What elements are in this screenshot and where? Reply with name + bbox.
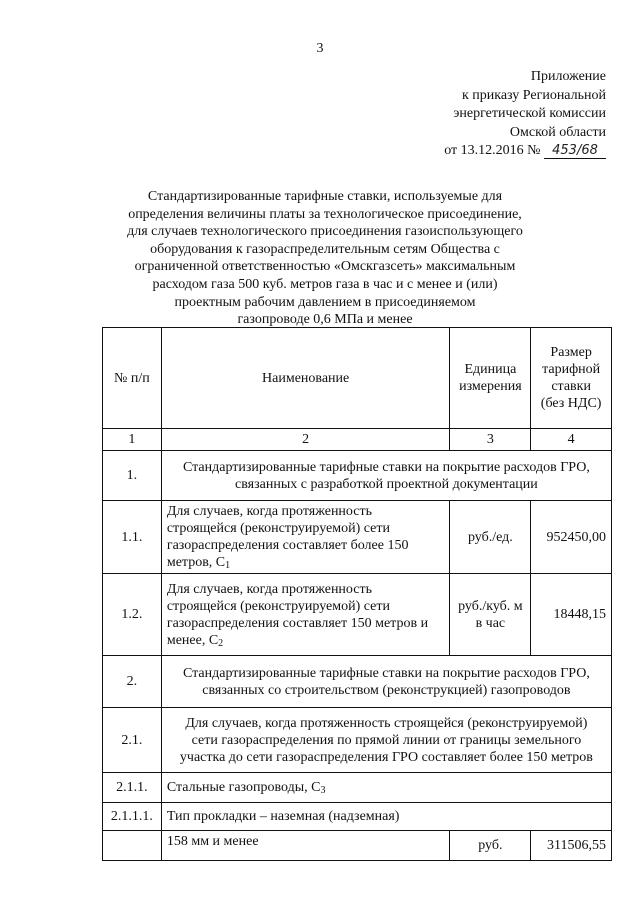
row-name-text: Стальные газопроводы, C: [166, 780, 321, 795]
tariff-table: [102, 327, 612, 861]
row-number: 1.2.: [103, 574, 162, 656]
row-unit-line: руб./куб. м: [458, 598, 523, 614]
row-name: [161, 773, 611, 803]
row-name-line: связанных с разработкой проектной документации: [235, 476, 538, 492]
row-name-line: [167, 632, 445, 649]
title-line: определения величины платы за технологическое присоединение,: [128, 206, 522, 222]
header-unit-line: измерения: [459, 379, 522, 394]
row-name-line: Для случаев, когда протяженность строящейся (реконструируемой): [185, 715, 588, 731]
row-number: 1.1.: [103, 501, 162, 574]
table-row: [103, 574, 612, 656]
header-rate: [531, 328, 612, 429]
page-number: 3: [316, 41, 324, 56]
order-number-sign: №: [527, 143, 541, 158]
row-number: 2.1.: [103, 708, 162, 773]
column-number: 3: [450, 429, 531, 451]
row-name-line: Стандартизированные тарифные ставки на покрытие расходов ГРО,: [182, 665, 590, 681]
appendix-block: [444, 68, 606, 161]
row-unit-line: в час: [475, 615, 506, 631]
table-row: [103, 708, 612, 773]
row-name-line: строящейся (реконструируемой) сети: [166, 598, 390, 614]
row-number: 2.1.1.: [103, 773, 162, 803]
column-number-row: [103, 429, 612, 451]
row-name-line: Для случаев, когда протяженность: [166, 581, 372, 597]
table-row: [103, 831, 612, 861]
row-unit: руб.: [450, 831, 531, 861]
row-rate: 311506,55: [531, 831, 612, 861]
row-name-line: Для случаев, когда протяженность: [166, 504, 372, 519]
table-row: [103, 656, 612, 708]
title-line: проектным рабочим давлением в присоединяемом: [174, 294, 476, 310]
row-name: [161, 501, 450, 574]
row-number: 1.: [103, 451, 162, 501]
row-name: Тип прокладки – наземная (надземная): [161, 803, 611, 831]
table-row: [103, 803, 612, 831]
appendix-line: Приложение: [530, 69, 606, 84]
row-name: [161, 574, 450, 656]
appendix-line: Омской области: [509, 124, 606, 140]
row-name-line: Стандартизированные тарифные ставки на покрытие расходов ГРО,: [182, 459, 590, 475]
row-unit: [450, 574, 531, 656]
table-row: [103, 773, 612, 803]
row-number: [103, 831, 162, 861]
title-line: расходом газа 500 куб. метров газа в час и с менее и (или): [152, 276, 498, 292]
title-line: Стандартизированные тарифные ставки, используемые для: [147, 189, 503, 204]
row-name-text: метров, C: [166, 555, 226, 570]
order-date: от 13.12.2016: [444, 143, 524, 158]
row-number: 2.: [103, 656, 162, 708]
row-name-subscript: 2: [218, 637, 224, 649]
row-name-text: менее, C: [166, 632, 219, 648]
table-row: [103, 501, 612, 574]
row-name-subscript: 3: [320, 785, 326, 796]
header-row: [103, 328, 612, 429]
header-rate-line: ставки: [551, 379, 591, 394]
appendix-line: энергетической комиссии: [453, 106, 606, 121]
order-number-handwritten: 453/68: [544, 143, 606, 159]
row-name-subscript: 1: [225, 560, 231, 571]
header-unit: [450, 328, 531, 429]
document-title: [120, 188, 530, 329]
column-number: 2: [161, 429, 450, 451]
row-number: 2.1.1.1.: [103, 803, 162, 831]
column-number: 1: [103, 429, 162, 451]
header-rate-line: тарифной: [542, 362, 601, 377]
row-unit: руб./ед.: [450, 501, 531, 574]
appendix-line: к приказу Региональной: [461, 87, 606, 103]
title-line: для случаев технологического присоединения газоиспользующего: [127, 224, 523, 240]
row-rate: 18448,15: [531, 574, 612, 656]
order-date-line: [444, 142, 606, 161]
title-line: газопроводе 0,6 МПа и менее: [237, 312, 413, 328]
header-no: № п/п: [103, 328, 162, 429]
row-rate: 952450,00: [531, 501, 612, 574]
title-line: ограниченной ответственностью «Омскгазсеть» максимальным: [134, 259, 516, 275]
header-rate-line: (без НДС): [540, 396, 602, 411]
header-name: Наименование: [161, 328, 450, 429]
row-name-line: газораспределения составляет 150 метров и: [166, 615, 429, 631]
row-name-line: участка до сети газораспределения ГРО составляет более 150 метров: [179, 749, 593, 765]
table-row: [103, 451, 612, 501]
row-name-line: [167, 554, 445, 571]
row-name-line: сети газораспределения по прямой линии от границы земельного: [191, 732, 582, 748]
row-name: [161, 656, 611, 708]
row-name: [161, 708, 611, 773]
row-name: [161, 451, 611, 501]
row-name: 158 мм и менее: [161, 831, 450, 861]
row-name-line: газораспределения составляет более 150: [166, 538, 409, 553]
column-number: 4: [531, 429, 612, 451]
title-line: оборудования к газораспределительным сетям Общества с: [150, 241, 500, 257]
row-name-line: строящейся (реконструируемой) сети: [166, 521, 390, 536]
header-unit-line: Единица: [464, 362, 517, 377]
header-rate-line: Размер: [550, 345, 592, 360]
row-name-line: связанных со строительством (реконструкцией) газопроводов: [202, 682, 571, 698]
